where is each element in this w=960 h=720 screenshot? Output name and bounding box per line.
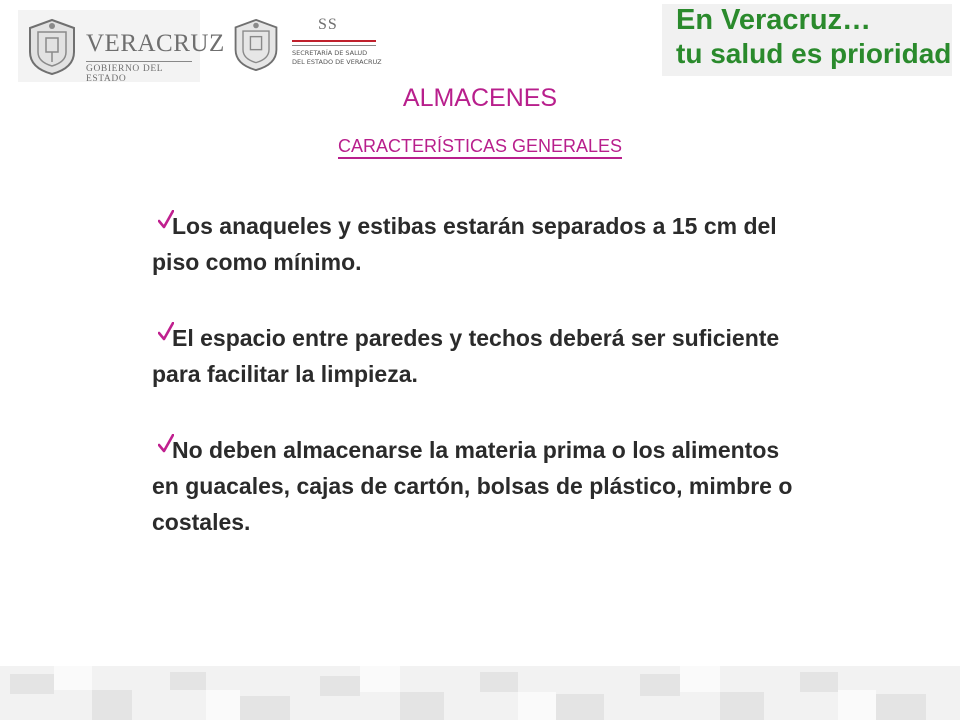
bullet-text: Los anaqueles y estibas estarán separados a 15 cm del piso como mínimo. <box>152 213 777 275</box>
bullet-text: El espacio entre paredes y techos deberá ser suficiente para facilitar la limpieza. <box>152 325 780 387</box>
page-title: ALMACENES <box>402 84 558 112</box>
page-subtitle <box>0 136 960 157</box>
list-item <box>152 208 802 280</box>
slogan-line2: tu salud es prioridad <box>676 38 952 69</box>
ss-logo-line2: DEL ESTADO DE VERACRUZ <box>292 58 382 66</box>
list-item <box>152 320 802 392</box>
checkmark-icon <box>158 322 174 342</box>
state-seal-icon <box>230 16 282 74</box>
page-subtitle-text: CARACTERÍSTICAS GENERALES <box>338 136 622 159</box>
ss-logo-red-rule <box>292 40 376 42</box>
ss-logo-line1: SECRETARÍA DE SALUD <box>292 49 368 57</box>
state-seal-icon <box>24 18 80 76</box>
gov-logo-name: VERACRUZ <box>86 30 225 57</box>
ss-logo-grey-rule <box>292 45 376 46</box>
checkmark-icon <box>158 210 174 230</box>
list-item <box>152 432 802 540</box>
gov-logo-divider <box>86 61 192 62</box>
slogan-line1: En Veracruz… <box>676 4 872 36</box>
footer-pattern <box>0 666 960 720</box>
gov-logo-subtitle: GOBIERNO DEL ESTADO <box>86 64 163 84</box>
bullet-list <box>152 208 802 580</box>
secretaria-salud-logo <box>226 12 381 80</box>
gobierno-veracruz-logo <box>18 10 225 84</box>
bullet-text: No deben almacenarse la materia prima o los alimentos en guacales, cajas de cartón, bolsas de plástico, mimbre o costales. <box>152 437 793 535</box>
header <box>0 0 960 90</box>
slogan-banner <box>662 4 952 76</box>
ss-logo-abbr: SS <box>318 16 338 33</box>
checkmark-icon <box>158 434 174 454</box>
